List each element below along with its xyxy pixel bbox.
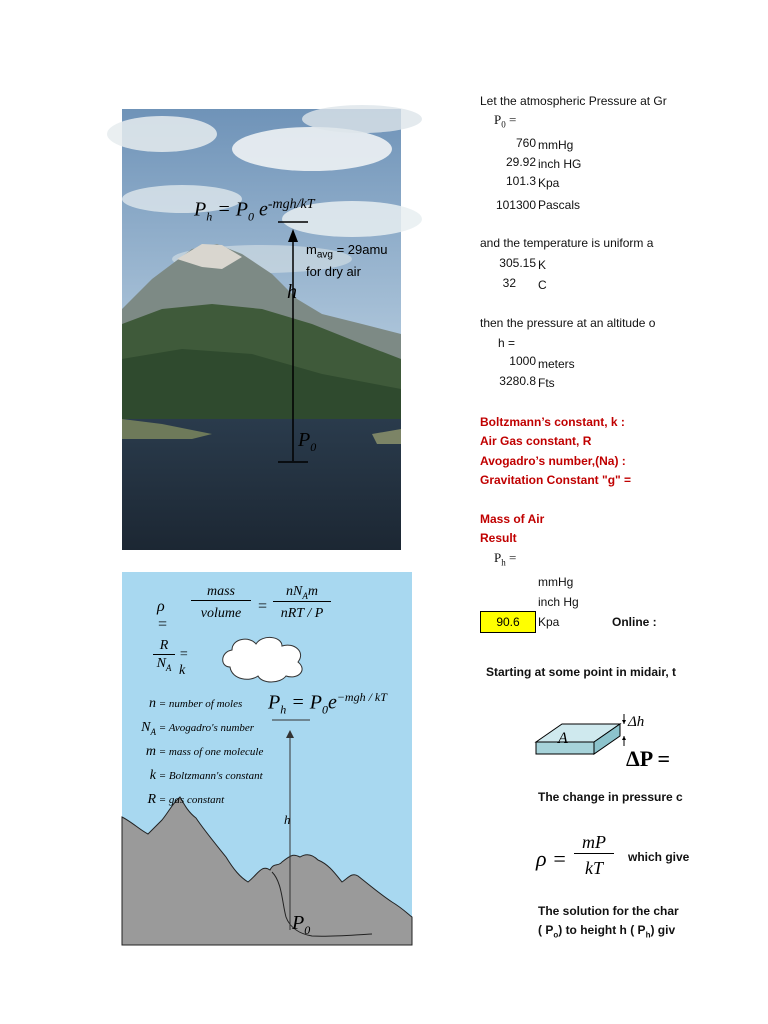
legend-item-na: $N_A$ = Avogadro's number	[141, 720, 255, 737]
solution-text-1: The solution for the char	[538, 904, 679, 918]
p0-label: $P_0$ =	[494, 112, 517, 130]
solution-text-2: ( $P_o$) to height h ( $P_h$) giv	[538, 923, 676, 940]
gas-constant-label: Air Gas constant, R	[480, 434, 592, 448]
temp-value-c: 32	[502, 276, 516, 290]
result-unit-mmhg: mmHg	[538, 575, 574, 589]
slab-area-label: A	[558, 730, 568, 747]
photo-h-label: h	[287, 281, 297, 303]
mass-of-air-label: Mass of Air	[480, 512, 545, 526]
mountain-photo-illustration	[122, 109, 401, 550]
online-label: Online :	[612, 615, 657, 629]
slab-dh-label: Δh	[628, 714, 645, 730]
alt-unit-fts: Fts	[538, 376, 555, 390]
result-value-cell[interactable]: 90.6	[480, 611, 536, 633]
temp-unit-k: K	[538, 258, 547, 272]
intro-text: Let the atmospheric Pressure at Gr	[480, 94, 667, 108]
diagram-h-label: h	[284, 812, 291, 827]
h-label: h =	[498, 336, 516, 350]
legend-item-n: n = number of moles	[149, 696, 243, 711]
spreadsheet-panel: Let the atmospheric Pressure at Gr $P_0$ = 760 mmHg 29.92 inch HG 101.3 Kpa 101300 Pascals and the temperature is uniform a 305.15 K 32 C then the pressure at an altitude o h = 1000 meters 3280.8 Fts Boltzmann’s constant, k : Air Gas constant, R Avogadro’s number,(Na) : Gravitation Constant "g" = Mass of Air Result $P_h$ = mmHg inch Hg Kpa Online : Starting at some point in midair, t A Δh ΔP = The change in pressure c ρ = mP kT which give The solution for the char ( $P_o$) to height h ( $P_h$) giv	[480, 94, 690, 940]
ph-label: $P_h$ =	[494, 550, 517, 568]
alt-value-fts: 3280.8	[499, 374, 536, 388]
midair-text: Starting at some point in midair, t	[486, 665, 677, 679]
result-unit-inhg: inch Hg	[538, 595, 579, 609]
diagram-formula: $P_h = P_0e^{-mgh / kT}$	[268, 690, 387, 717]
photo-formula: $P_h = P_0$ $e^{-mgh/kT}$	[194, 197, 315, 224]
alt-value-meters: 1000	[509, 354, 536, 368]
temp-value-k: 305.15	[499, 256, 536, 270]
p0-value-inhg: 29.92	[505, 155, 536, 169]
temp-intro-text: and the temperature is uniform a	[480, 236, 654, 250]
delta-p-formula: ΔP =	[626, 746, 671, 771]
p0-value-pa: 101300	[495, 198, 536, 212]
legend-item-k: k = Boltzmann's constant	[149, 768, 263, 783]
p0-unit-mmhg: mmHg	[538, 138, 574, 152]
diagram-p0-label: $P_0$	[292, 912, 311, 937]
boltzmann-constant-label: Boltzmann’s constant, k :	[480, 415, 625, 429]
p0-unit-inhg: inch HG	[538, 157, 582, 171]
legend-item-r: R = gas constant	[147, 792, 225, 807]
alt-intro-text: then the pressure at an altitude o	[480, 316, 656, 330]
result-unit-kpa: Kpa	[538, 615, 560, 629]
temp-unit-c: C	[538, 278, 547, 292]
p0-value-kpa: 101.3	[505, 174, 536, 188]
avogadro-label: Avogadro’s number,(Na) :	[480, 454, 626, 468]
p0-unit-pa: Pascals	[538, 198, 581, 212]
pressure-slab-icon	[532, 712, 628, 764]
pressure-diagram: ρ = mass volume = $nN_Am$ nRT / P R $N_A$ = k n = number of moles $N_A$ = Avogadro's number m = mass of one molecule k = Boltzmann's constant R = gas constant $P_h = P_0e^{-mgh / kT}$ h $P_0$	[122, 572, 412, 945]
photo-p0-label: $P_0$	[298, 429, 317, 454]
mountain-photo	[122, 109, 401, 550]
alt-unit-meters: meters	[538, 357, 575, 371]
legend-item-m: m = mass of one molecule	[145, 744, 264, 759]
p0-unit-kpa: Kpa	[538, 176, 560, 190]
mavg-label: $m_{avg} = 29amu$ for dry air	[306, 242, 388, 279]
result-label: Result	[480, 531, 517, 545]
gravitation-label: Gravitation Constant "g" =	[480, 473, 632, 487]
p0-value-mmhg: 760	[515, 136, 536, 150]
change-text: The change in pressure c	[538, 790, 683, 804]
